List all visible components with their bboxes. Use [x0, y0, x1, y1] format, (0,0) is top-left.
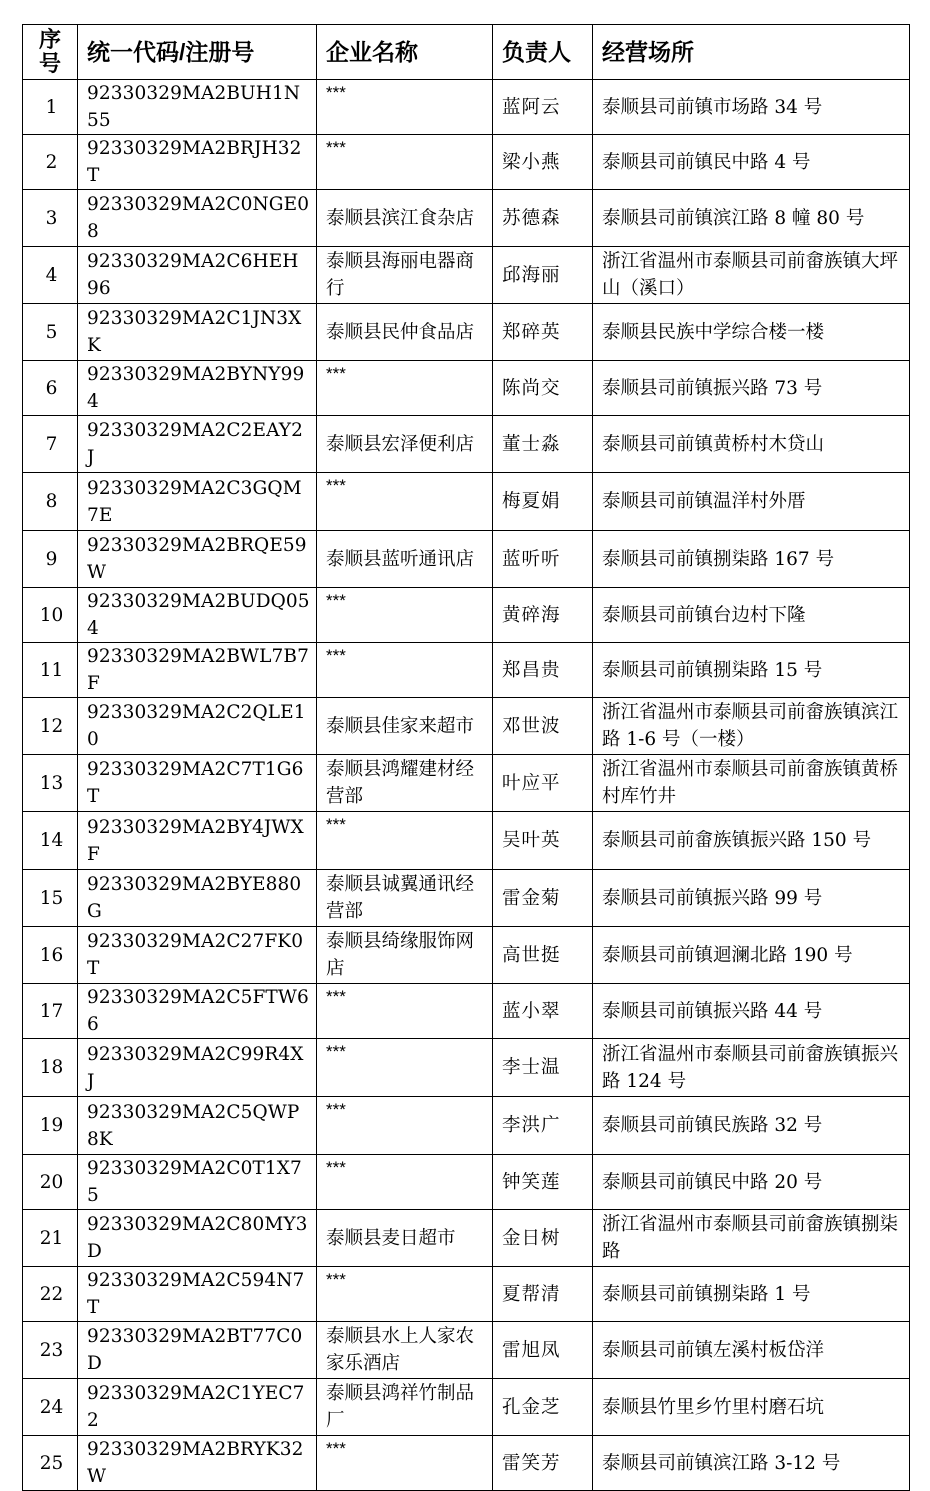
row-seq-cell: 3 [23, 190, 78, 247]
row-person-cell: 高世挺 [493, 927, 593, 984]
row-place-cell: 浙江省温州市泰顺县司前畲族镇振兴路 124 号 [593, 1039, 910, 1097]
row-name-cell: 泰顺县滨江食杂店 [317, 190, 493, 247]
row-name-cell: 泰顺县水上人家农家乐酒店 [317, 1322, 493, 1379]
table-row [23, 1210, 910, 1267]
row-code-cell: 92330329MA2C6HEH96 [78, 247, 317, 304]
row-seq-cell: 14 [23, 812, 78, 870]
row-person-cell: 夏帮清 [493, 1267, 593, 1322]
header-name: 企业名称 [317, 25, 493, 80]
row-code-cell: 92330329MA2BYE880G [78, 870, 317, 927]
row-place-cell: 泰顺县司前镇黄桥村木贷山 [593, 416, 910, 473]
row-name-cell: *** [317, 1155, 493, 1210]
row-code-cell: 92330329MA2C80MY3D [78, 1210, 317, 1267]
row-code-cell: 92330329MA2BRJH32T [78, 135, 317, 190]
row-seq-cell: 9 [23, 531, 78, 588]
table-row [23, 416, 910, 473]
row-person-cell: 叶应平 [493, 755, 593, 812]
row-person-cell: 邓世波 [493, 698, 593, 755]
table-row [23, 643, 910, 698]
table-row [23, 1039, 910, 1097]
row-name-cell: *** [317, 643, 493, 698]
row-place-cell: 泰顺县司前畲族镇振兴路 150 号 [593, 812, 910, 870]
row-name-cell: *** [317, 473, 493, 531]
table-row [23, 80, 910, 135]
row-code-cell: 92330329MA2C594N7T [78, 1267, 317, 1322]
row-name-cell: 泰顺县诚翼通讯经营部 [317, 870, 493, 927]
row-name-cell: 泰顺县佳家来超市 [317, 698, 493, 755]
row-name-cell: 泰顺县鸿耀建材经营部 [317, 755, 493, 812]
row-person-cell: 蓝阿云 [493, 80, 593, 135]
table-row [23, 812, 910, 870]
row-place-cell: 泰顺县司前镇迴澜北路 190 号 [593, 927, 910, 984]
table-row [23, 1379, 910, 1436]
row-seq-cell: 17 [23, 984, 78, 1039]
row-seq-cell: 21 [23, 1210, 78, 1267]
table-row [23, 1322, 910, 1379]
row-seq-cell: 11 [23, 643, 78, 698]
table-row [23, 473, 910, 531]
row-person-cell: 雷旭凤 [493, 1322, 593, 1379]
row-place-cell: 泰顺县司前镇捌柒路 167 号 [593, 531, 910, 588]
row-name-cell: *** [317, 1267, 493, 1322]
row-place-cell: 泰顺县司前镇捌柒路 15 号 [593, 643, 910, 698]
row-code-cell: 92330329MA2BT77C0D [78, 1322, 317, 1379]
row-name-cell: *** [317, 1039, 493, 1097]
row-name-cell: 泰顺县绮缘服饰网店 [317, 927, 493, 984]
table-row [23, 755, 910, 812]
row-seq-cell: 13 [23, 755, 78, 812]
table-row [23, 361, 910, 416]
table-row [23, 247, 910, 304]
row-seq-cell: 8 [23, 473, 78, 531]
table-row [23, 984, 910, 1039]
table-row [23, 870, 910, 927]
header-person: 负责人 [493, 25, 593, 80]
row-name-cell: 泰顺县民仲食品店 [317, 304, 493, 361]
row-code-cell: 92330329MA2C1YEC72 [78, 1379, 317, 1436]
row-person-cell: 钟笑莲 [493, 1155, 593, 1210]
row-code-cell: 92330329MA2C0NGE08 [78, 190, 317, 247]
row-person-cell: 梁小燕 [493, 135, 593, 190]
row-person-cell: 金日树 [493, 1210, 593, 1267]
row-place-cell: 浙江省温州市泰顺县司前畲族镇黄桥村库竹井 [593, 755, 910, 812]
row-code-cell: 92330329MA2C99R4XJ [78, 1039, 317, 1097]
row-name-cell: *** [317, 361, 493, 416]
row-seq-cell: 5 [23, 304, 78, 361]
row-place-cell: 泰顺县司前镇捌柒路 1 号 [593, 1267, 910, 1322]
row-person-cell: 雷金菊 [493, 870, 593, 927]
row-code-cell: 92330329MA2C27FK0T [78, 927, 317, 984]
row-code-cell: 92330329MA2BYNY994 [78, 361, 317, 416]
table-row [23, 1267, 910, 1322]
row-place-cell: 泰顺县司前镇左溪村板岱洋 [593, 1322, 910, 1379]
row-person-cell: 李士温 [493, 1039, 593, 1097]
table-row [23, 531, 910, 588]
row-person-cell: 陈尚交 [493, 361, 593, 416]
row-place-cell: 泰顺县司前镇民族路 32 号 [593, 1097, 910, 1155]
row-place-cell: 浙江省温州市泰顺县司前畲族镇捌柒路 [593, 1210, 910, 1267]
row-place-cell: 泰顺县竹里乡竹里村磨石坑 [593, 1379, 910, 1436]
row-person-cell: 雷笑芳 [493, 1436, 593, 1491]
row-name-cell: 泰顺县海丽电器商行 [317, 247, 493, 304]
row-name-cell: 泰顺县麦日超市 [317, 1210, 493, 1267]
row-code-cell: 92330329MA2BUDQ054 [78, 588, 317, 643]
row-person-cell: 蓝听听 [493, 531, 593, 588]
row-seq-cell: 1 [23, 80, 78, 135]
row-person-cell: 孔金芝 [493, 1379, 593, 1436]
row-name-cell: *** [317, 80, 493, 135]
header-seq: 序 号 [23, 25, 78, 80]
row-seq-cell: 24 [23, 1379, 78, 1436]
row-place-cell: 泰顺县司前镇市场路 34 号 [593, 80, 910, 135]
row-person-cell: 郑碎英 [493, 304, 593, 361]
row-seq-cell: 6 [23, 361, 78, 416]
row-code-cell: 92330329MA2C3GQM7E [78, 473, 317, 531]
table-row [23, 135, 910, 190]
table-row [23, 1436, 910, 1491]
row-person-cell: 董士淼 [493, 416, 593, 473]
table-row [23, 588, 910, 643]
row-person-cell: 蓝小翠 [493, 984, 593, 1039]
row-place-cell: 泰顺县司前镇民中路 20 号 [593, 1155, 910, 1210]
row-name-cell: 泰顺县蓝听通讯店 [317, 531, 493, 588]
row-seq-cell: 2 [23, 135, 78, 190]
row-person-cell: 吴叶英 [493, 812, 593, 870]
row-seq-cell: 16 [23, 927, 78, 984]
row-person-cell: 苏德森 [493, 190, 593, 247]
row-code-cell: 92330329MA2BY4JWXF [78, 812, 317, 870]
table-row [23, 1155, 910, 1210]
row-seq-cell: 25 [23, 1436, 78, 1491]
row-seq-cell: 7 [23, 416, 78, 473]
table-row [23, 190, 910, 247]
row-seq-cell: 18 [23, 1039, 78, 1097]
row-code-cell: 92330329MA2C5QWP8K [78, 1097, 317, 1155]
row-code-cell: 92330329MA2BRYK32W [78, 1436, 317, 1491]
row-seq-cell: 20 [23, 1155, 78, 1210]
row-seq-cell: 15 [23, 870, 78, 927]
table-row [23, 698, 910, 755]
row-place-cell: 泰顺县司前镇民中路 4 号 [593, 135, 910, 190]
row-place-cell: 浙江省温州市泰顺县司前畲族镇大坪山（溪口） [593, 247, 910, 304]
row-name-cell: *** [317, 588, 493, 643]
row-person-cell: 邱海丽 [493, 247, 593, 304]
row-code-cell: 92330329MA2BWL7B7F [78, 643, 317, 698]
header-code: 统一代码/注册号 [78, 25, 317, 80]
row-name-cell: *** [317, 1097, 493, 1155]
row-code-cell: 92330329MA2C7T1G6T [78, 755, 317, 812]
row-name-cell: 泰顺县鸿祥竹制品厂 [317, 1379, 493, 1436]
row-place-cell: 泰顺县司前镇台边村下隆 [593, 588, 910, 643]
header-row [23, 25, 910, 80]
row-seq-cell: 10 [23, 588, 78, 643]
row-person-cell: 李洪广 [493, 1097, 593, 1155]
table-row [23, 304, 910, 361]
row-code-cell: 92330329MA2C2QLE10 [78, 698, 317, 755]
row-code-cell: 92330329MA2C1JN3XK [78, 304, 317, 361]
row-place-cell: 泰顺县司前镇温洋村外厝 [593, 473, 910, 531]
row-person-cell: 郑昌贵 [493, 643, 593, 698]
row-code-cell: 92330329MA2BUH1N55 [78, 80, 317, 135]
row-name-cell: 泰顺县宏泽便利店 [317, 416, 493, 473]
row-place-cell: 泰顺县司前镇振兴路 44 号 [593, 984, 910, 1039]
header-place: 经营场所 [593, 25, 910, 80]
row-person-cell: 黄碎海 [493, 588, 593, 643]
row-code-cell: 92330329MA2C5FTW66 [78, 984, 317, 1039]
row-place-cell: 泰顺县司前镇滨江路 8 幢 80 号 [593, 190, 910, 247]
row-code-cell: 92330329MA2C0T1X75 [78, 1155, 317, 1210]
table-body [23, 80, 910, 1491]
row-seq-cell: 22 [23, 1267, 78, 1322]
row-place-cell: 泰顺县司前镇振兴路 99 号 [593, 870, 910, 927]
table-row [23, 927, 910, 984]
row-code-cell: 92330329MA2C2EAY2J [78, 416, 317, 473]
row-place-cell: 泰顺县司前镇振兴路 73 号 [593, 361, 910, 416]
row-person-cell: 梅夏娟 [493, 473, 593, 531]
row-place-cell: 浙江省温州市泰顺县司前畲族镇滨江路 1-6 号（一楼） [593, 698, 910, 755]
row-name-cell: *** [317, 135, 493, 190]
registry-table [22, 24, 910, 1491]
row-seq-cell: 23 [23, 1322, 78, 1379]
row-name-cell: *** [317, 812, 493, 870]
row-seq-cell: 19 [23, 1097, 78, 1155]
row-seq-cell: 4 [23, 247, 78, 304]
row-seq-cell: 12 [23, 698, 78, 755]
row-place-cell: 泰顺县司前镇滨江路 3-12 号 [593, 1436, 910, 1491]
row-name-cell: *** [317, 984, 493, 1039]
row-name-cell: *** [317, 1436, 493, 1491]
table-row [23, 1097, 910, 1155]
row-place-cell: 泰顺县民族中学综合楼一楼 [593, 304, 910, 361]
row-code-cell: 92330329MA2BRQE59W [78, 531, 317, 588]
